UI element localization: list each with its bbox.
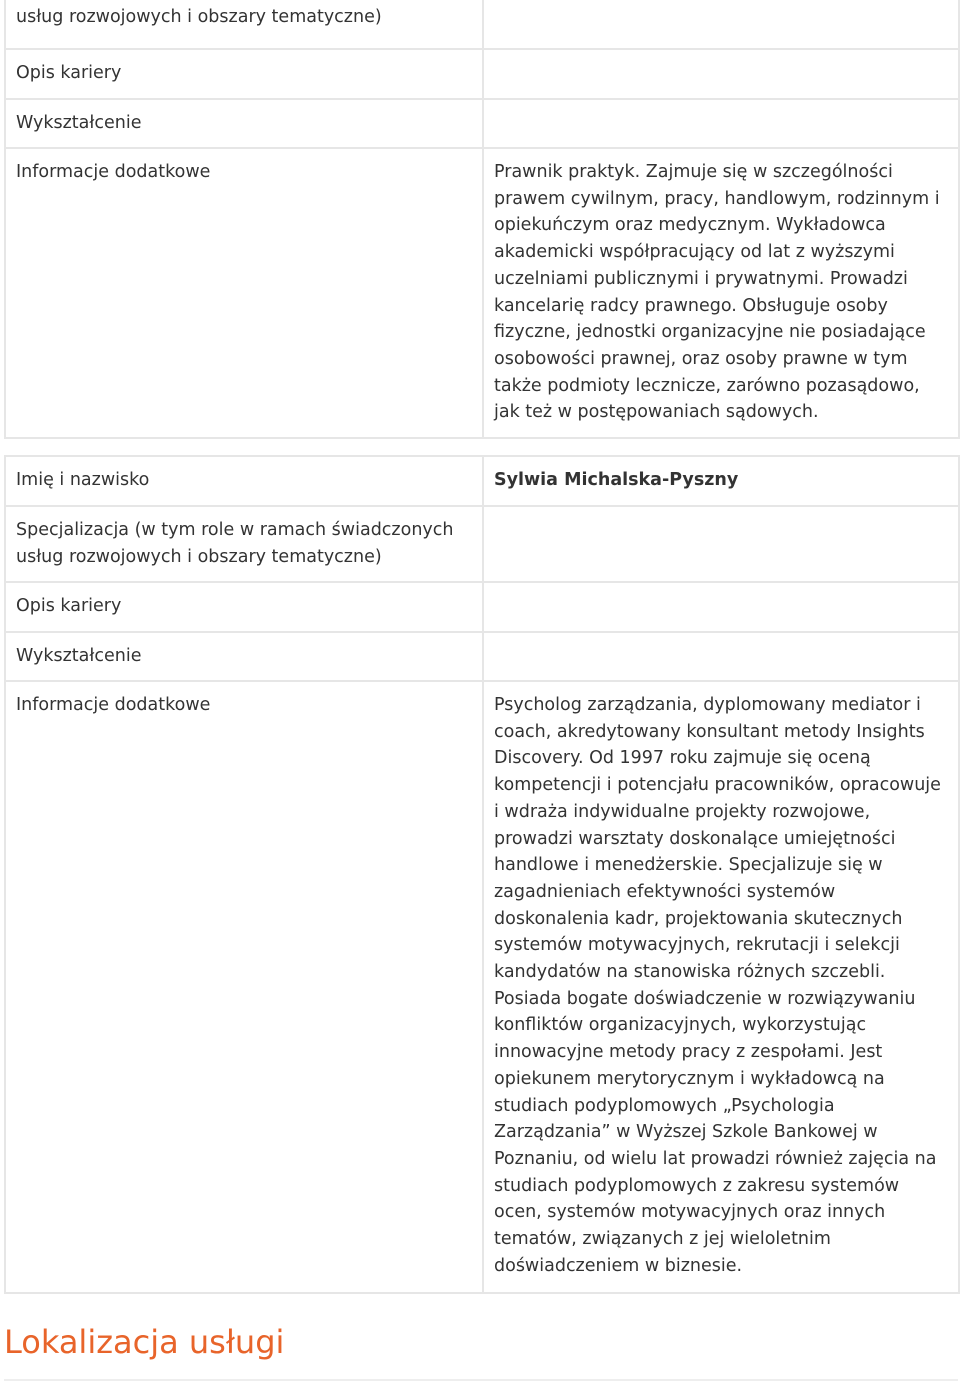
row-label: Wykształcenie bbox=[5, 99, 483, 148]
section-title: Lokalizacja usługi bbox=[4, 1323, 285, 1361]
table-row bbox=[5, 99, 959, 148]
table-row bbox=[5, 456, 959, 506]
table-row bbox=[5, 49, 959, 99]
trainer-table-2 bbox=[4, 455, 960, 1294]
row-label: Specjalizacja (w tym role w ramach świadczonych usług rozwojowych i obszary tematyczne) bbox=[5, 506, 483, 582]
table-row bbox=[5, 506, 959, 582]
row-value bbox=[483, 632, 959, 681]
row-value bbox=[483, 99, 959, 148]
table-row bbox=[5, 632, 959, 681]
row-value bbox=[483, 582, 959, 632]
table-row bbox=[5, 582, 959, 632]
row-label: Wykształcenie bbox=[5, 632, 483, 681]
row-label: Informacje dodatkowe bbox=[5, 148, 483, 438]
row-label: Opis kariery bbox=[5, 582, 483, 632]
section-divider bbox=[4, 1379, 958, 1381]
row-value: Prawnik praktyk. Zajmuje się w szczególności prawem cywilnym, pracy, handlowym, rodzinnym i opiekuńczym oraz medycznym. Wykładowca akademicki współpracujący od lat z wyższymi uczelniami publicznymi i prywatnymi. Prowadzi kancelarię radcy prawnego. Obsługuje osoby fizyczne, jednostki organizacyjne nie posiadające osobowości prawnej, oraz osoby prawne w tym także podmioty lecznicze, zarówno pozasądowo, jak też w postępowaniach sądowych. bbox=[483, 148, 959, 438]
row-value bbox=[483, 0, 959, 49]
row-label: Informacje dodatkowe bbox=[5, 681, 483, 1293]
row-value: Psycholog zarządzania, dyplomowany mediator i coach, akredytowany konsultant metody Insights Discovery. Od 1997 roku zajmuje się oceną kompetencji i potencjału pracowników, opracowuje i wdraża indywidualne projekty rozwojowe, prowadzi warsztaty doskonalące umiejętności handlowe i menedżerskie. Specjalizuje się w zagadnieniach efektywności systemów doskonalenia kadr, projektowania skutecznych systemów motywacyjnych, rekrutacji i selekcji kandydatów na stanowiska różnych szczebli. Posiada bogate doświadczenie w rozwiązywaniu konfliktów organizacyjnych, wykorzystując innowacyjne metody pracy z zespołami. Jest opiekunem merytorycznym i wykładowcą na studiach podyplomowych „Psychologia Zarządzania” w Wyższej Szkole Bankowej w Poznaniu, od wielu lat prowadzi również zajęcia na studiach podyplomowych z zakresu systemów ocen, systemów motywacyjnych oraz innych tematów, związanych z jej wieloletnim doświadczeniem w biznesie. bbox=[483, 681, 959, 1293]
table-row bbox=[5, 681, 959, 1293]
trainer-table-1 bbox=[4, 0, 960, 439]
name-label: Imię i nazwisko bbox=[5, 456, 483, 506]
row-label: usług rozwojowych i obszary tematyczne) bbox=[5, 0, 483, 49]
table-row bbox=[5, 0, 959, 49]
row-value bbox=[483, 506, 959, 582]
trainer-name: Sylwia Michalska-Pyszny bbox=[483, 456, 959, 506]
row-value bbox=[483, 49, 959, 99]
table-row bbox=[5, 148, 959, 438]
row-label: Opis kariery bbox=[5, 49, 483, 99]
